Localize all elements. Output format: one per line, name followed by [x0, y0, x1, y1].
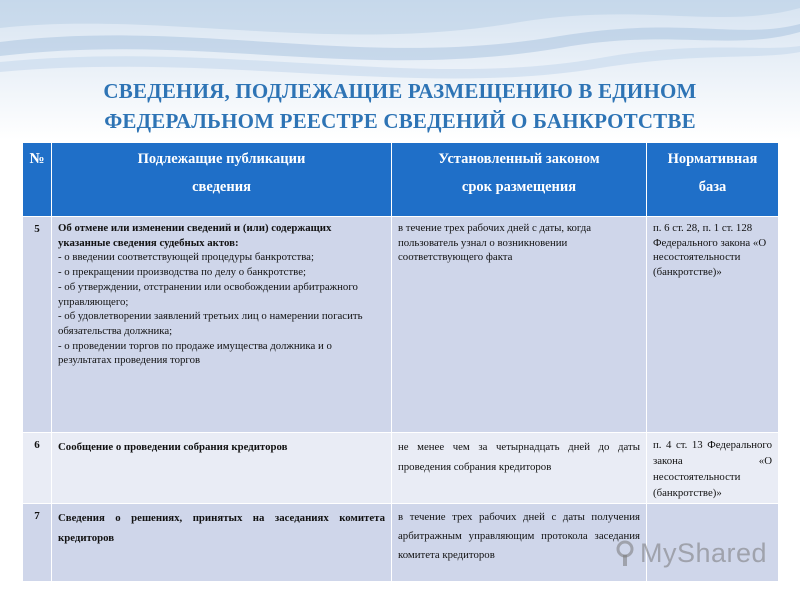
table-row: [23, 433, 779, 504]
page-title: [0, 76, 800, 136]
row-info: Сообщение о проведении собрания кредиторов: [52, 433, 392, 504]
header-basis: Нормативная база: [647, 143, 779, 217]
watermark: MyShared: [640, 538, 767, 569]
row-term: не менее чем за четырнадцать дней до даты проведения собрания кредиторов: [392, 433, 647, 504]
title-line-2: ФЕДЕРАЛЬНОМ РЕЕСТРЕ СВЕДЕНИЙ О БАНКРОТСТВЕ: [104, 109, 696, 133]
row-term: в течение трех рабочих дней с даты, когда пользователь узнал о возникновении соответствующего факта: [392, 217, 647, 433]
row-basis: п. 4 ст. 13 Федерального закона «О несостоятельности (банкротстве)»: [647, 433, 779, 504]
title-line-1: СВЕДЕНИЯ, ПОДЛЕЖАЩИЕ РАЗМЕЩЕНИЮ В ЕДИНОМ: [103, 79, 697, 103]
header-term: Установленный законом срок размещения: [392, 143, 647, 217]
table-row: [23, 217, 779, 433]
row-info: Об отмене или изменении сведений и (или) содержащих указанные сведения судебных актов: - о введении соответствующей процедуры банкротства; - о прекращении производства по делу о банкротстве; - об утверждении, отстранении или освобождении арбитражного управляющего; - об удовлетворении заявлений третьих лиц о намерении погасить обязательства должника; - о проведении торгов по продаже имущества должника и о результатах проведения торгов: [52, 217, 392, 433]
row-number: 6: [23, 433, 52, 504]
row-basis: п. 6 ст. 28, п. 1 ст. 128 Федерального закона «О несостоятельности (банкротстве)»: [647, 217, 779, 433]
table-header-row: [23, 143, 779, 217]
header-number: №: [23, 143, 52, 217]
watermark-logo-icon: [614, 540, 636, 568]
row-number: 7: [23, 504, 52, 582]
row-term: в течение трех рабочих дней с даты получения арбитражным управляющим протокола заседания комитета кредиторов: [392, 504, 647, 582]
row-number: 5: [23, 217, 52, 433]
row-info: Сведения о решениях, принятых на заседаниях комитета кредиторов: [52, 504, 392, 582]
registry-table: [22, 142, 779, 582]
header-info: Подлежащие публикации сведения: [52, 143, 392, 217]
